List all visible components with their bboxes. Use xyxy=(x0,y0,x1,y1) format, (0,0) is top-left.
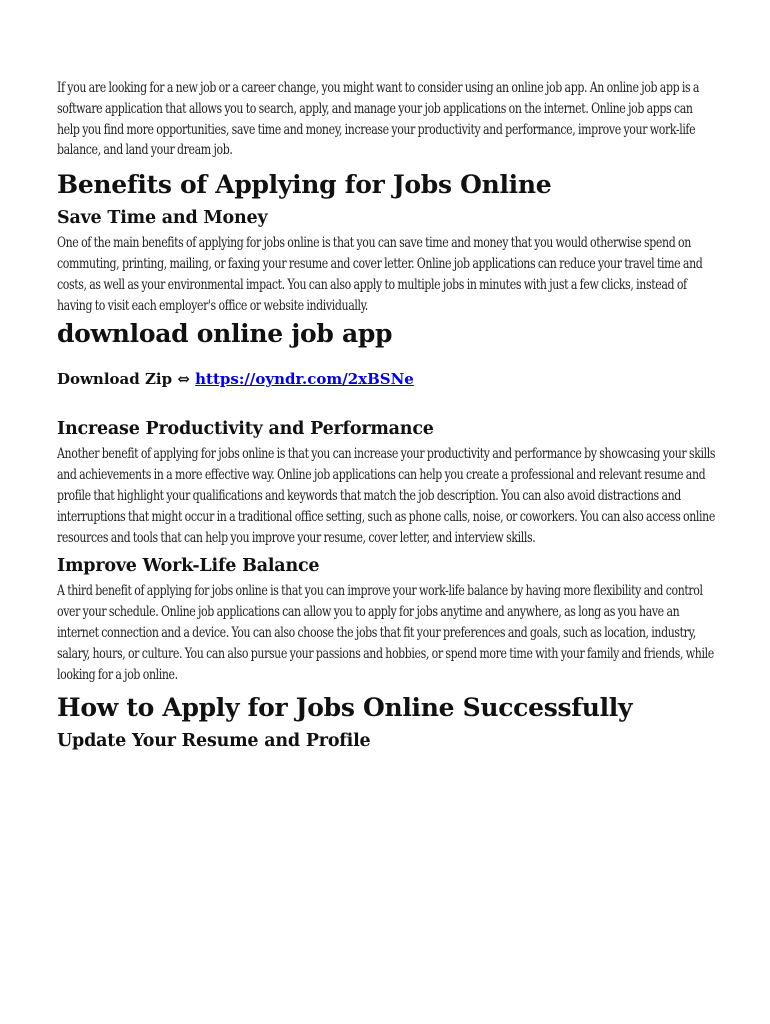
howto-heading: How to Apply for Jobs Online Successfully xyxy=(57,693,633,723)
productivity-paragraph xyxy=(57,444,717,548)
download-label: Download Zip xyxy=(57,370,173,389)
save-time-heading: Save Time and Money xyxy=(57,208,268,229)
worklife-heading: Improve Work-Life Balance xyxy=(57,556,320,577)
benefits-heading: Benefits of Applying for Jobs Online xyxy=(57,170,552,200)
article xyxy=(57,78,717,754)
intro-text: If you are looking for a new job or a career change, you might want to consider using an online job app. An online job app is a software application that allows you to search, apply, and manage your job applications on the internet. Online job apps can help you find more opportunities, save time and money, increase your productivity and performance, improve your work-life balance, and land your dream job. xyxy=(57,80,700,159)
worklife-text: A third benefit of applying for jobs online is that you can improve your work-life balance by having more flexibility and control over your schedule. Online job applications can allow you to apply for jobs anytime and anywhere, as long as you have an internet connection and a device. You can also choose the jobs that fit your preferences and goals, such as location, industry, salary, hours, or culture. You can also pursue your passions and hobbies, or spend more time with your family and friends, while looking for a job online. xyxy=(57,583,714,683)
productivity-heading: Increase Productivity and Performance xyxy=(57,419,434,440)
update-resume-heading: Update Your Resume and Profile xyxy=(57,731,371,752)
bidirectional-arrow-icon: ⇔ xyxy=(177,370,190,389)
download-line xyxy=(57,368,717,390)
intro-paragraph xyxy=(57,78,717,161)
productivity-text: Another benefit of applying for jobs online is that you can increase your productivity and performance by showcasing your skills and achievements in a more effective way. Online job applications can help you create a professional and relevant resume and profile that highlight your qualifications and keywords that match the job description. You can also avoid distractions and interruptions that might occur in a traditional office setting, such as phone calls, noise, or coworkers. You can also access online resources and tools that can help you improve your resume, cover letter, and interview skills. xyxy=(57,446,716,546)
download-heading: download online job app xyxy=(57,319,393,349)
save-time-paragraph xyxy=(57,233,717,316)
worklife-paragraph xyxy=(57,581,717,685)
download-link[interactable]: https://oyndr.com/2xBSNe xyxy=(195,370,414,389)
save-time-text: One of the main benefits of applying for jobs online is that you can save time and money that you would otherwise spend on commuting, printing, mailing, or faxing your resume and cover letter. Online job applications can reduce your travel time and costs, as well as your environmental impact. You can also apply to multiple jobs in minutes with just a few clicks, instead of having to visit each employer's office or website individually. xyxy=(57,235,703,314)
